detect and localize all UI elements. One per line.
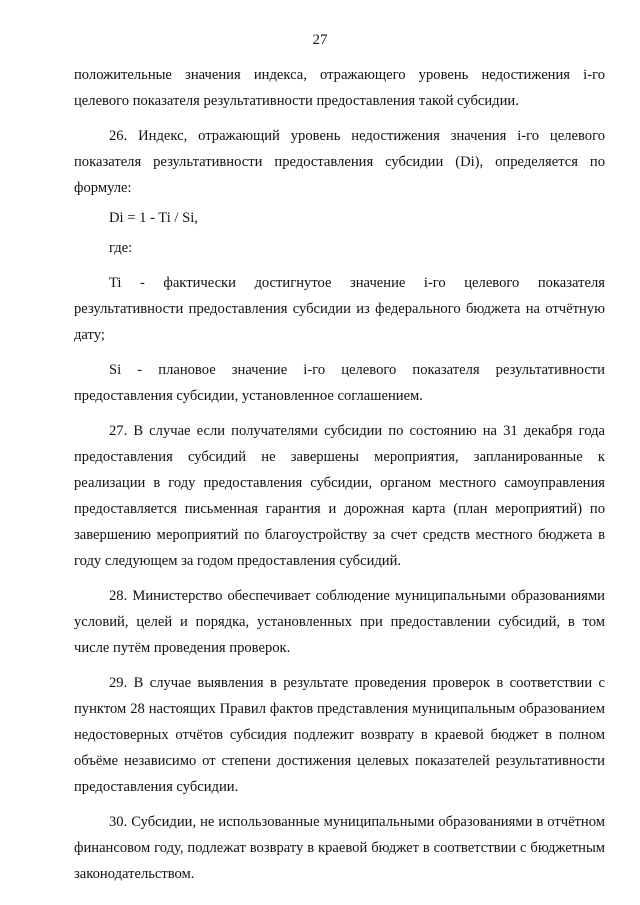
paragraph-27: 27. В случае если получателями субсидии по состоянию на 31 декабря года предоставления субсидий не завершены мероприятия, запланированные к реализации в году предоставления субсидии, органом местного самоуправления предоставляется письменная гарантия и дорожная карта (план мероприятий) по завершению мероприятий по благоустройству за счет средств местного бюджета в году следующем за годом предоставления субсидий. bbox=[74, 423, 605, 569]
paragraph-28: 28. Министерство обеспечивает соблюдение муниципальными образованиями условий, целей и порядка, установленных при предоставлении субсидий, в том числе путём проведения проверок. bbox=[74, 588, 605, 656]
paragraph-26: 26. Индекс, отражающий уровень недостижения значения i-го целевого показателя результативности предоставления субсидии (Di), определяется по формуле: bbox=[74, 128, 605, 196]
page-number: 27 bbox=[312, 32, 328, 48]
where-label: где: bbox=[109, 240, 133, 256]
formula: Di = 1 - Ti / Si, bbox=[109, 210, 198, 226]
definition-si: Si - плановое значение i-го целевого показателя результативности предоставления субсидии, установленное соглашением. bbox=[74, 362, 605, 404]
document-body bbox=[74, 62, 605, 887]
paragraph-30: 30. Субсидии, не использованные муниципальными образованиями в отчётном финансовом году, подлежат возврату в краевой бюджет в соответствии с бюджетным законодательством. bbox=[74, 814, 605, 882]
paragraph-intro: положительные значения индекса, отражающего уровень недостижения i-го целевого показателя результативности предоставления такой субсидии. bbox=[74, 67, 605, 109]
definition-ti: Ti - фактически достигнутое значение i-го целевого показателя результативности предоставления субсидии из федерального бюджета на отчётную дату; bbox=[74, 275, 605, 343]
paragraph-29: 29. В случае выявления в результате проведения проверок в соответствии с пунктом 28 настоящих Правил фактов представления муниципальным образованием недостоверных отчётов субсидия подлежит возврату в краевой бюджет в полном объёме независимо от степени достижения целевых показателей результативности предоставления субсидии. bbox=[74, 675, 605, 795]
